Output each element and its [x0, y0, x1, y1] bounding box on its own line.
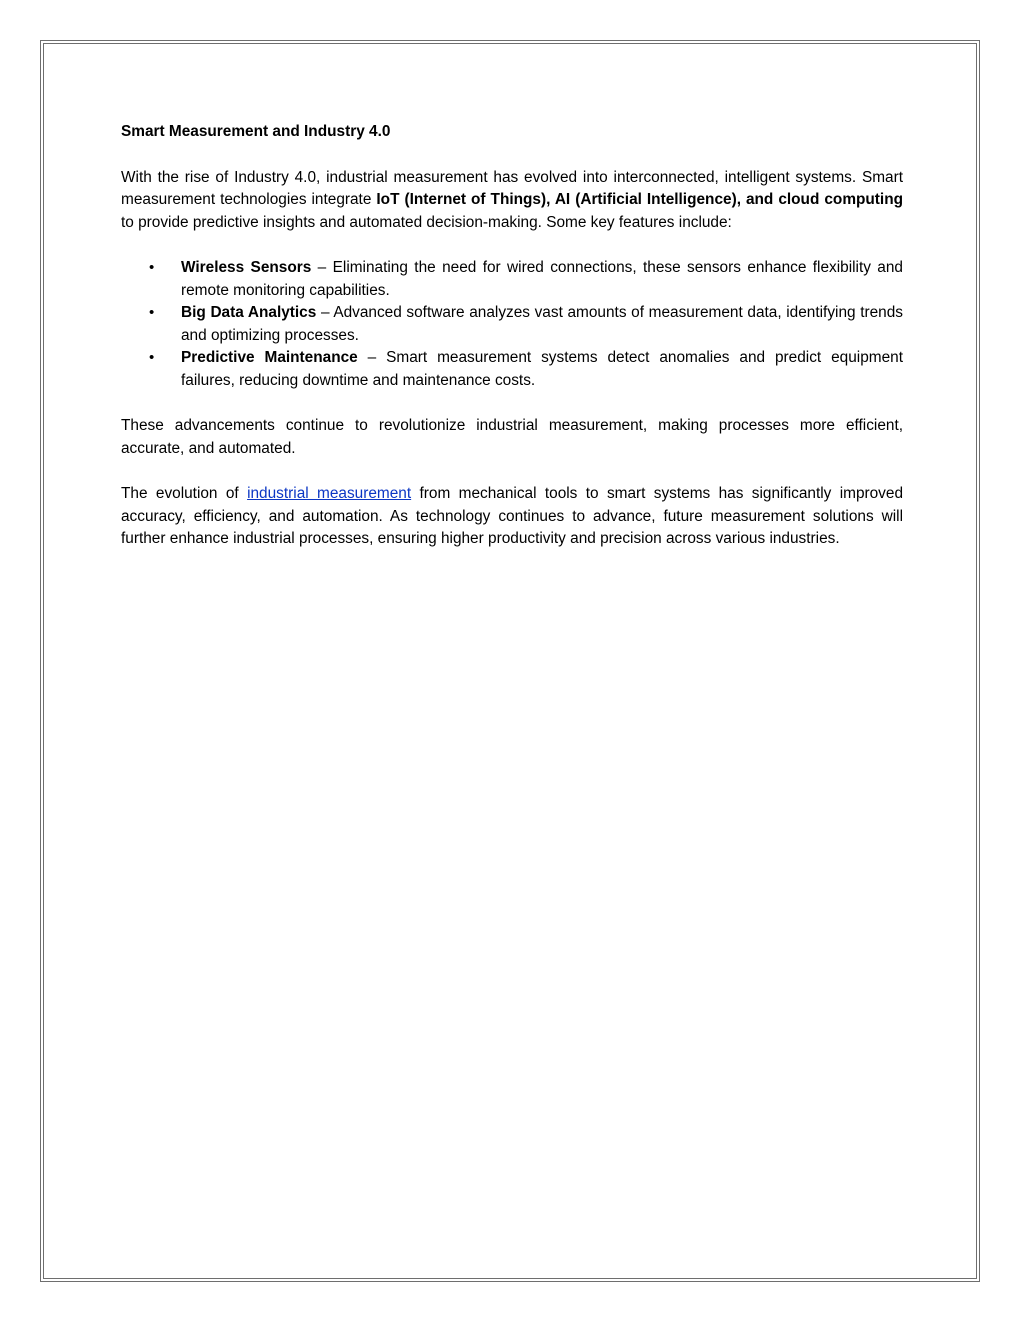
intro-text-part2: to provide predictive insights and automated decision-making. Some key features include:	[121, 213, 732, 231]
conclusion-text-part1: The evolution of	[121, 485, 248, 502]
conclusion-paragraph	[121, 483, 903, 551]
feature-title: Wireless Sensors	[181, 259, 312, 276]
intro-paragraph	[121, 167, 903, 235]
advancements-paragraph: These advancements continue to revolutionize industrial measurement, making processes more efficient, accurate, and automated.	[121, 417, 903, 457]
feature-title: Big Data Analytics	[181, 304, 317, 321]
feature-list	[121, 257, 903, 392]
bullet-icon: •	[149, 259, 155, 276]
intro-text-part1: With the rise of Industry 4.0, industrial measurement has evolved into interconnected, intelligent systems. Smart measurement technologies integrate	[121, 168, 903, 208]
industrial-measurement-link[interactable]: industrial measurement	[247, 485, 412, 502]
intro-bold-technologies: IoT (Internet of Things), AI (Artificial Intelligence), and cloud computing	[376, 191, 904, 208]
list-item	[121, 347, 903, 392]
bullet-icon: •	[149, 349, 155, 366]
feature-title: Predictive Maintenance	[181, 349, 358, 366]
feature-text: – Eliminating the need for wired connections, these sensors enhance flexibility and remote monitoring capabilities.	[181, 259, 903, 299]
list-item	[121, 257, 903, 302]
conclusion-text-part2: from mechanical tools to smart systems has significantly improved accuracy, efficiency, and automation. As technology continues to advance, future measurement solutions will further enhance industrial processes, ensuring higher productivity and precision across various industries.	[121, 485, 904, 547]
bullet-icon: •	[149, 304, 155, 321]
document-body	[121, 121, 903, 574]
section-heading: Smart Measurement and Industry 4.0	[121, 123, 391, 140]
feature-text: – Advanced software analyzes vast amounts of measurement data, identifying trends and optimizing processes.	[181, 304, 903, 344]
feature-text: – Smart measurement systems detect anomalies and predict equipment failures, reducing downtime and maintenance costs.	[181, 349, 903, 389]
list-item	[121, 302, 903, 347]
